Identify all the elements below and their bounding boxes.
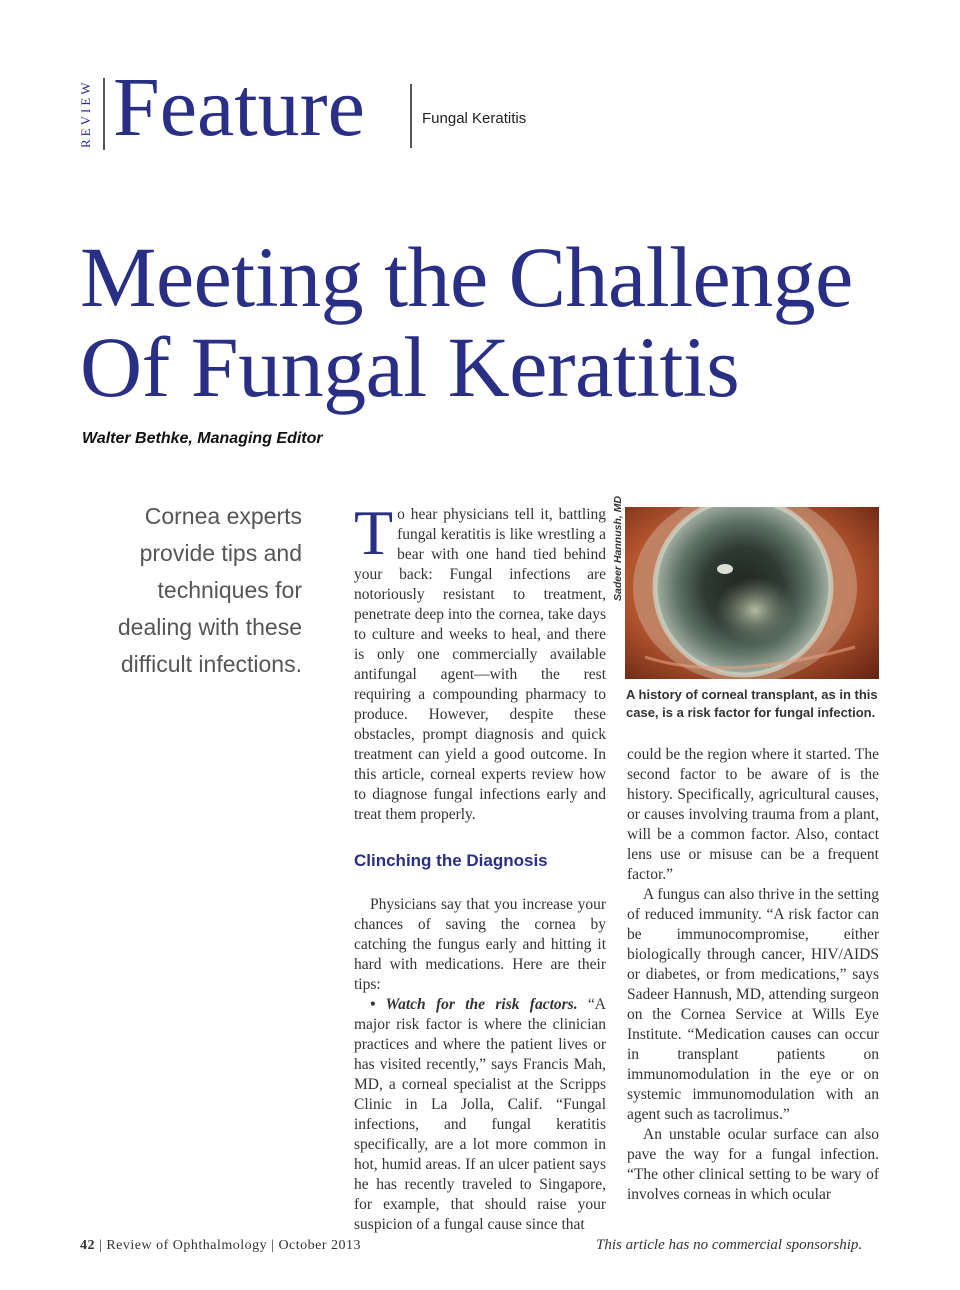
header-divider — [103, 78, 105, 150]
intro-paragraph — [354, 497, 606, 825]
bullet-label: • Watch for the risk factors. — [370, 996, 578, 1013]
bullet-text: “A major risk factor is where the clinician practices and where the patient lives or has visited recently,” says Francis Mah, MD, a corneal specialist at the Scripps Clinic in La Jolla, Calif. “Fungal infections, and fungal keratitis specifically, are a lot more common in hot, humid areas. If an ulcer patient says he has recently traveled to Singapore, for example, that should raise your suspicion of a fungal cause since that — [354, 996, 606, 1233]
bullet-paragraph — [354, 995, 606, 1235]
eye-photo — [625, 507, 879, 679]
body-column-2 — [627, 745, 879, 1205]
body-paragraph: could be the region where it started. The second factor to be aware of is the history. Specifically, agricultural causes, or causes involving trauma from a plant, will be a common factor. Also, contact lens use or misuse can be a frequent factor.” — [627, 746, 879, 883]
footer-divider: | — [99, 1238, 107, 1253]
section-label — [72, 78, 100, 148]
sponsorship-note: This article has no commercial sponsorship. — [596, 1237, 863, 1253]
publication-name: Review of Ophthalmology — [106, 1238, 268, 1253]
footer-divider: | — [271, 1238, 279, 1253]
title-line-2: Of Fungal Keratitis — [80, 319, 740, 415]
section-topic: Fungal Keratitis — [422, 110, 527, 127]
photo-credit — [612, 495, 626, 605]
body-column-1 — [354, 497, 606, 1235]
body-paragraph: An unstable ocular surface can also pave the way for a fungal infection. “The other clinical setting to be wary of involves corneas in which ocular — [627, 1126, 879, 1203]
header-divider — [410, 84, 412, 148]
drop-cap: T — [354, 497, 394, 568]
subheading: Clinching the Diagnosis — [354, 851, 548, 870]
deck-text: Cornea experts provide tips and techniques for dealing with these difficult infections. — [117, 503, 302, 677]
intro-text: o hear physicians tell it, battling fungal keratitis is like wrestling a bear with one hand tied behind your back: Fungal infections are notoriously resistant to treatment, penetrate deep into the cornea, take days to culture and weeks to heal, and there is only one commercially available antifungal agent—with the rest requiring a compounding pharmacy to produce. However, despite these obstacles, prompt diagnosis and quick treatment can yield a good outcome. In this article, corneal experts review how to diagnose fungal infections early and treat them properly. — [354, 506, 606, 823]
title-line-1: Meeting the Challenge — [80, 229, 853, 325]
byline: Walter Bethke, Managing Editor — [82, 430, 323, 447]
body-paragraph: A fungus can also thrive in the setting of reduced immunity. “A risk factor can be immunocompromise, either biologically through cancer, HIV/AIDS or diabetes, or from medications,” says Sadeer Hannush, MD, attending surgeon on the Cornea Service at Wills Eye Institute. “Medication causes can occur in transplant patients on immunomodulation in the eye or on systemic immunomodulation with an agent such as tacrolimus.” — [627, 886, 879, 1123]
eye-photo-image — [625, 507, 879, 679]
figure-caption: A history of corneal transplant, as in this case, is a risk factor for fungal infection. — [626, 687, 878, 720]
photo-credit-text: Sadeer Hannush, MD — [612, 495, 624, 601]
page-number: 42 — [80, 1238, 95, 1253]
review-label-text: REVIEW — [78, 79, 93, 148]
feature-heading: Feature — [113, 61, 365, 154]
body-paragraph: Physicians say that you increase your chances of saving the cornea by catching the fungus early and hitting it hard with medications. Here are their tips: — [354, 896, 606, 993]
issue-date: October 2013 — [278, 1238, 362, 1253]
article-title — [80, 229, 900, 415]
page-footer — [80, 1238, 361, 1254]
